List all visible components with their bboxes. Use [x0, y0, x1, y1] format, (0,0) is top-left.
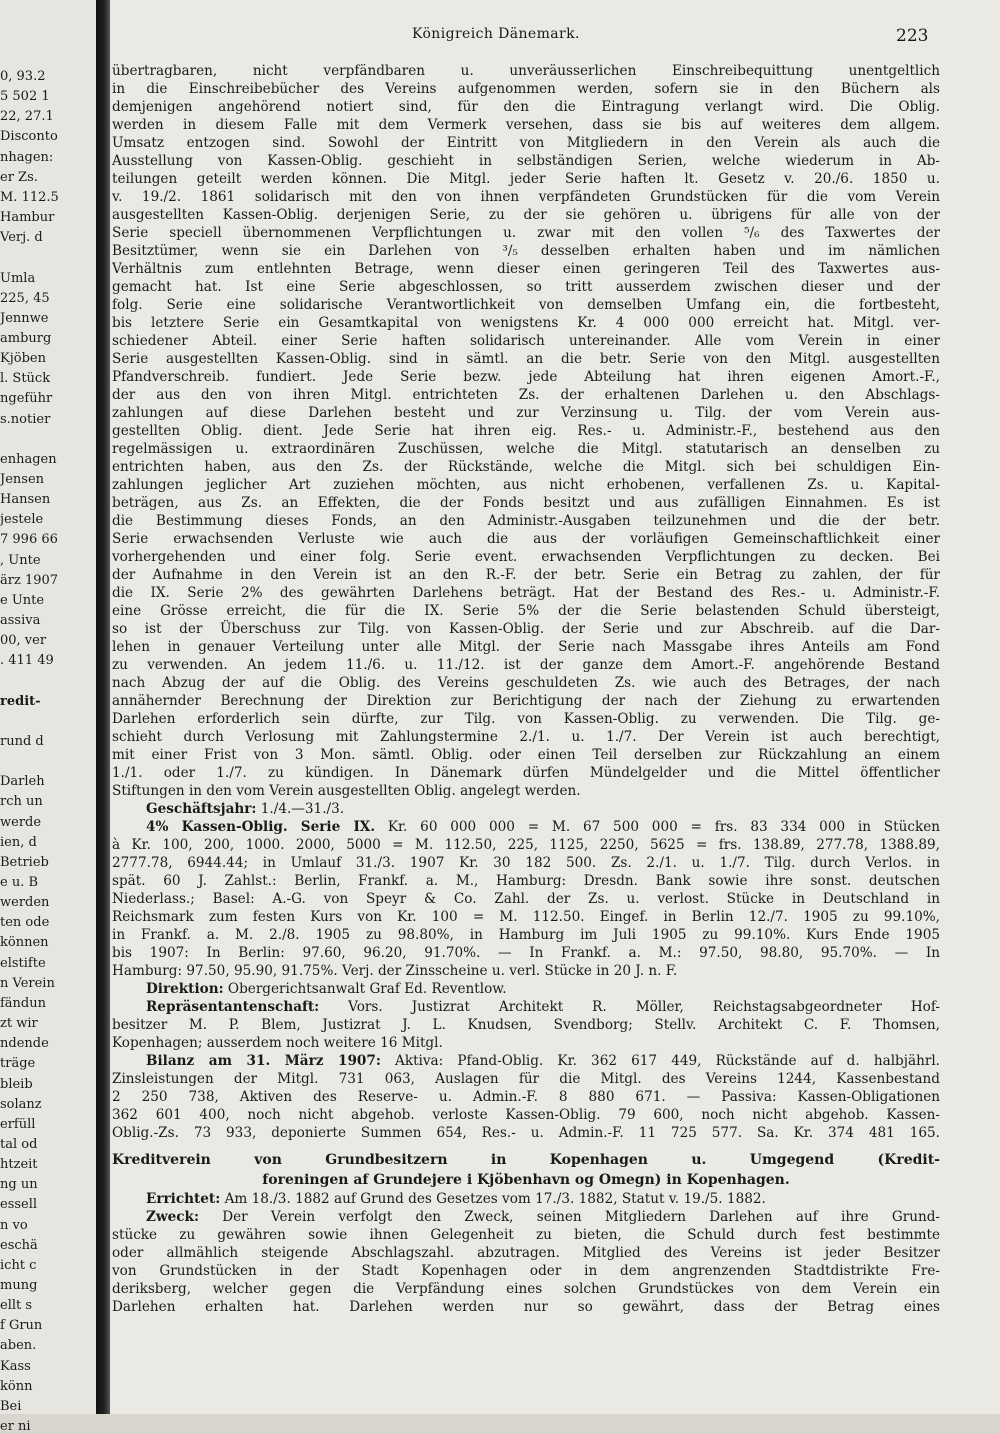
direktion-text: Obergerichtsanwalt Graf Ed. Reventlow. — [227, 981, 507, 997]
paragraph-statutes — [112, 62, 940, 800]
body-text — [112, 62, 940, 1316]
text-line: der Aufnahme in den Verein ist an den R.-F. der betr. Serie ein Betrag zu zahlen, der für — [112, 567, 940, 583]
margin-fragment: rch un — [0, 794, 43, 810]
text-line: Pfandverschreib. fundiert. Jede Serie bezw. jede Abteilung hat ihren eigenen Amort.-F., — [112, 369, 940, 385]
repraesentantenschaft-first-line — [112, 998, 940, 1016]
margin-fragment: mung — [0, 1278, 38, 1293]
margin-fragment: Hansen — [0, 492, 51, 508]
margin-fragment: ten ode — [0, 915, 50, 931]
margin-fragment: eschä — [0, 1237, 38, 1253]
margin-fragment: e u. B — [0, 875, 39, 890]
margin-fragment: ärz 1907 — [0, 572, 59, 588]
margin-fragment: n Verein — [0, 975, 55, 991]
margin-fragment: assiva — [0, 613, 41, 629]
margin-fragment: ngeführ — [0, 391, 53, 407]
text-line: Verhältnis zum entlehnten Betrage, wenn dieser einen geringeren Teil des Taxwertes aus- — [112, 261, 940, 277]
text-line: Darlehen erforderlich sein dürfte, zur Tilg. von Kassen-Oblig. zu verwenden. Die Tilg. ge- — [112, 711, 940, 727]
text-line: bis letztere Serie ein Gesamtkapital von wenigstens Kr. 4 000 000 erreicht hat. Mitgl. ver- — [112, 315, 940, 331]
kassen-oblig-details — [112, 836, 940, 980]
text-line: folg. Serie eine solidarische Verantwortlichkeit von demselben Umfang ein, die fortbesteht, — [112, 297, 940, 313]
text-line: Niederlass.; Basel: A.-G. von Speyr & Co. Zahl. der Zs. u. verlost. Stücke in Deutschland in — [112, 891, 940, 907]
margin-fragment: ndende — [0, 1036, 49, 1052]
repraesentantenschaft-details — [112, 1016, 940, 1052]
text-line: nach Abzug der auf die Oblig. des Vereins geschuldeten Zs. wie auch des Betrages, der nach — [112, 675, 940, 691]
text-line: deriksberg, welcher gegen die Verpfändung eines solchen Grundstückes von dem Verein ein — [112, 1281, 940, 1297]
margin-fragment: 5 502 1 — [0, 89, 50, 105]
kassen-oblig-first-line — [112, 818, 940, 836]
margin-fragment: n vo — [0, 1217, 28, 1233]
margin-fragment: essell — [0, 1197, 38, 1213]
text-line: mit einer Frist von 3 Mon. sämtl. Oblig. oder einen Teil derselben zur Rückzahlung an einem — [112, 747, 940, 763]
text-line: lehen in genauer Verteilung unter alle Mitgl. der Serie nach Massgabe ihres Anteils am Fond — [112, 639, 940, 655]
margin-fragment: elstifte — [0, 955, 46, 971]
margin-fragment: Verj. d — [0, 230, 43, 246]
text-line: von Grundstücken in der Stadt Kopenhagen oder in dem angrenzenden Stadtdistrikte Fre- — [112, 1263, 940, 1279]
margin-fragment: bleib — [0, 1076, 33, 1092]
margin-fragment: ng un — [0, 1177, 38, 1193]
margin-fragment: träge — [0, 1056, 36, 1072]
margin-fragment: ellt s — [0, 1298, 33, 1314]
running-title: Königreich Dänemark. — [412, 26, 580, 42]
geschaeftsjahr-text: 1./4.—31./3. — [260, 801, 345, 817]
margin-fragment: jestele — [0, 512, 44, 528]
page-number: 223 — [896, 26, 929, 46]
margin-fragment: amburg — [0, 330, 52, 346]
bilanz-first-text: Aktiva: Pfand-Oblig. Kr. 362 617 449, Rückstände auf d. halbjährl. — [395, 1053, 940, 1069]
margin-fragment: htzeit — [0, 1157, 38, 1173]
text-line: der aus den von ihren Mitgl. entrichteten Zs. der erhaltenen Darlehen u. den Abschlags- — [112, 387, 940, 403]
margin-fragment: könn — [0, 1378, 33, 1394]
text-line: 2 250 738, Aktiven des Reserve- u. Admin.-F. 8 880 671. — Passiva: Kassen-Obligationen — [112, 1089, 940, 1105]
text-line: zahlungen auf diese Darlehen besteht und zur Verzinsung u. Tilg. der vom Verein aus- — [112, 405, 940, 421]
margin-fragment: enhagen — [0, 451, 57, 467]
margin-fragment: werde — [0, 814, 42, 830]
text-line: Zinsleistungen der Mitgl. 731 063, Auslagen für die Mitgl. des Vereins 1244, Kassenbestand — [112, 1071, 940, 1087]
margin-fragment: 7 996 66 — [0, 532, 58, 548]
margin-fragment: rund d — [0, 733, 44, 749]
bilanz-details — [112, 1070, 940, 1142]
repraesentantenschaft-label: Repräsentantenschaft: — [146, 999, 320, 1015]
repraesentantenschaft-first-text: Vors. Justizrat Architekt R. Möller, Reichstagsabgeordneter Hof- — [348, 999, 940, 1015]
margin-fragment: Hambur — [0, 210, 55, 226]
margin-fragment: 22, 27.1 — [0, 109, 54, 125]
text-line: regelmässigen u. extraordinären Zuschüssen, welche die Mitgl. statutarisch an denselben zu — [112, 441, 940, 457]
text-line: Serie ausgestellten Kassen-Oblig. sind in sämtl. an die betr. Serie von den Mitgl. ausgestellten — [112, 351, 940, 367]
text-line: in Frankf. a. M. 2./8. 1905 zu 98.80%, in Hamburg im Juli 1905 zu 99.10%. Kurs Ende 1905 — [112, 927, 940, 943]
text-line: übertragbaren, nicht verpfändbaren u. unveräusserlichen Einschreibequittung unentgeltlich — [112, 63, 940, 79]
direktion-line — [112, 980, 940, 998]
text-line: 362 601 400, noch nicht abgehob. verloste Kassen-Oblig. 79 600, noch nicht abgehob. Kassen- — [112, 1107, 940, 1123]
margin-fragment: e Unte — [0, 592, 45, 608]
margin-fragment: nhagen: — [0, 149, 54, 165]
margin-fragment: Kjöben — [0, 351, 46, 367]
margin-fragment: Kass — [0, 1358, 31, 1374]
text-line: die IX. Serie 2% des gewährten Darlehens beträgt. Hat der Bestand des Res.- u. Administr.-F. — [112, 585, 940, 601]
text-line: v. 19./2. 1861 solidarisch mit den von ihnen verpfändeten Grundstücken für die vom Verein — [112, 189, 940, 205]
margin-fragment: s.notier — [0, 411, 51, 427]
text-line: Serie erwachsenden Verluste wie auch die aus der vorläufigen Gemeinschaftlichkeit einer — [112, 531, 940, 547]
text-line: Oblig.-Zs. 73 933, deponierte Summen 654, Res.- u. Admin.-F. 11 725 577. Sa. Kr. 374 481 165. — [112, 1125, 940, 1141]
text-line: die Bestimmung dieses Fonds, an den Administr.-Ausgaben teilzunehmen und die der betr. — [112, 513, 940, 529]
text-line: beträgen, aus Zs. an Effekten, die der Fonds besitzt und aus zufälligen Einnahmen. Es ist — [112, 495, 940, 511]
margin-fragment: tal od — [0, 1136, 38, 1152]
text-line: Kopenhagen; ausserdem noch weitere 16 Mitgl. — [112, 1035, 443, 1051]
margin-fragment: Darleh — [0, 774, 45, 790]
text-line: stücke zu gewähren sowie ihnen Gelegenheit zu bieten, die Schuld durch fest bestimmte — [112, 1227, 940, 1243]
text-line: Reichsmark zum festen Kurs von Kr. 100 = M. 112.50. Eingef. in Berlin 12./7. 1905 zu 99.10%, — [112, 909, 940, 925]
margin-fragment: Umla — [0, 270, 36, 286]
facing-page-margin — [0, 0, 96, 1434]
text-line: 1./1. oder 1./7. zu kündigen. In Dänemark dürfen Mündelgelder und die Mittel öffentlicher — [112, 765, 940, 781]
text-line: gestellten Oblig. dient. Jede Serie hat ihren eig. Res.- u. Administr.-F., bestehend aus den — [112, 423, 940, 439]
text-line: spät. 60 J. Zahlst.: Berlin, Frankf. a. M., Hamburg: Dresdn. Bank sowie ihre sonst. deutschen — [112, 873, 940, 889]
geschaeftsjahr-line — [112, 800, 940, 818]
margin-fragment: Disconto — [0, 129, 58, 145]
text-line: à Kr. 100, 200, 1000. 2000, 5000 = M. 112.50, 225, 1125, 2250, 5625 = frs. 138.89, 277.78, 1388.89, — [112, 837, 940, 853]
text-line: teilungen geteilt werden können. Die Mitgl. jeder Serie haften lt. Gesetz v. 20./6. 1850 u. — [112, 171, 940, 187]
text-line: Darlehen erhalten hat. Darlehen werden nur so gewährt, dass der Betrag eines — [112, 1299, 940, 1315]
text-line: ausgestellten Kassen-Oblig. derjenigen Serie, zu der sie gehören u. übrigens für alle von der — [112, 207, 940, 223]
margin-fragment: aben. — [0, 1338, 37, 1354]
margin-fragment: Betrieb — [0, 854, 49, 870]
text-line: Umsatz entzogen sind. Sowohl der Eintritt von Mitgliedern in den Verein als auch die — [112, 135, 940, 151]
kassen-oblig-label: 4% Kassen-Oblig. Serie IX. — [146, 819, 376, 835]
kassen-oblig-first-text: Kr. 60 000 000 = M. 67 500 000 = frs. 83 334 000 in Stücken — [387, 819, 940, 835]
margin-fragment: 0, 93.2 — [0, 69, 46, 84]
margin-fragment: Jensen — [0, 472, 45, 487]
text-line: zahlungen jeglicher Art zuziehen möchten, aus nicht erhobenen, verfallenen Zs. u. Kapital- — [112, 477, 940, 493]
direktion-label: Direktion: — [146, 981, 224, 997]
text-line: annähernder Berechnung der Direktion zur Berichtigung der nach der Ziehung zu erwartenden — [112, 693, 940, 709]
text-line: werden in diesem Falle mit dem Vermerk versehen, dass sie bis auf weiteres dem allgem. — [112, 117, 940, 133]
margin-fragment: M. 112.5 — [0, 189, 59, 205]
margin-fragment: fändun — [0, 995, 47, 1011]
text-line: Stiftungen in den vom Verein ausgestellten Oblig. angelegt werden. — [112, 783, 581, 799]
margin-fragment: icht c — [0, 1257, 37, 1273]
zweck-first-text: Der Verein verfolgt den Zweck, seinen Mitgliedern Darlehen auf ihre Grund- — [222, 1209, 940, 1225]
text-line: bis 1907: In Berlin: 97.60, 96.20, 91.70%. — In Frankf. a. M.: 97.50, 98.80, 95.70%. — In — [112, 945, 940, 961]
text-line: zu verwenden. An jedem 11./6. u. 11./12. ist der ganze dem Amort.-F. angehörende Bestand — [112, 657, 940, 673]
margin-fragment: können — [0, 935, 49, 951]
text-line: schieht durch Verlosung mit Zahlungstermine 2./1. u. 1./7. Der Verein ist auch berechtigt, — [112, 729, 940, 745]
text-line: oder allmählich steigende Abschlagszahl. abzutragen. Mitglied des Vereins ist jeder Besitzer — [112, 1245, 940, 1261]
margin-fragment: zt wir — [0, 1016, 38, 1032]
margin-fragment: . 411 49 — [0, 653, 54, 669]
text-line: entrichten haben, aus den Zs. der Rückstände, welche die Mitgl. sich bei schuldigen Ein- — [112, 459, 940, 475]
margin-fragment: werden — [0, 895, 50, 911]
zweck-label: Zweck: — [146, 1209, 199, 1225]
text-line: vorhergehenden und einer folg. Serie event. erwachsenden Verpflichtungen zu decken. Bei — [112, 549, 940, 565]
margin-fragment: Bei — [0, 1398, 22, 1414]
text-line: Besitztümer, wenn sie ein Darlehen von ³/₅ desselben erhalten haben und im nämlichen — [112, 243, 940, 259]
zweck-first-line — [112, 1208, 940, 1226]
geschaeftsjahr-label: Geschäftsjahr: — [146, 801, 257, 817]
margin-fragment: l. Stück — [0, 371, 51, 387]
bilanz-label: Bilanz am 31. März 1907: — [146, 1053, 381, 1069]
margin-fragment: 225, 45 — [0, 290, 50, 306]
text-line: Serie speciell übernommenen Verpflichtungen u. zwar mit den vollen ⁵/₆ des Taxwertes der — [112, 225, 940, 241]
margin-fragment: solanz — [0, 1096, 42, 1112]
errichtet-label: Errichtet: — [146, 1191, 221, 1207]
text-line: Ausstellung von Kassen-Oblig. geschieht in selbständigen Serien, welche wiederum in Ab- — [112, 153, 940, 169]
page-content — [112, 0, 940, 1414]
margin-fragment: er Zs. — [0, 169, 38, 185]
text-line: in die Einschreibebücher des Vereins aufgenommen werden, sofern sie in den Büchern als — [112, 81, 940, 97]
text-line: besitzer M. P. Blem, Justizrat J. L. Knudsen, Svendborg; Stellv. Architekt C. F. Thomsen, — [112, 1017, 940, 1033]
book-gutter — [96, 0, 110, 1414]
zweck-details — [112, 1226, 940, 1316]
section-heading-line-2: foreningen af Grundejere i Kjöbenhavn og Omegn) in Kopenhagen. — [262, 1172, 790, 1188]
section-heading-line-1: Kreditverein von Grundbesitzern in Kopenhagen u. Umgegend (Kredit- — [112, 1152, 940, 1168]
margin-fragment: 00, ver — [0, 633, 47, 649]
margin-fragment: erfüll — [0, 1116, 36, 1132]
errichtet-line — [112, 1190, 940, 1208]
text-line: 2777.78, 6944.44; in Umlauf 31./3. 1907 Kr. 30 182 500. Zs. 2./1. u. 1./7. Tilg. durch Verlos. in — [112, 855, 940, 871]
text-line: gemacht hat. Ist eine Serie abgeschlossen, so tritt ausserdem zwischen dieser und der — [112, 279, 940, 295]
text-line: demjenigen angehörend notiert sind, für den die Eintragung verlangt wird. Die Oblig. — [112, 99, 940, 115]
margin-fragment: redit- — [0, 693, 41, 709]
text-line: schiedener Abteil. einer Serie haften solidarisch untereinander. Alle vom Verein in einer — [112, 333, 940, 349]
text-line: eine Grösse erreicht, die für die IX. Serie 5% der die Serie belastenden Schuld übersteigt, — [112, 603, 940, 619]
margin-fragment: , Unte — [0, 552, 41, 568]
text-line: so ist der Überschuss zur Tilg. von Kassen-Oblig. der Serie und zur Abschreib. auf die Dar- — [112, 621, 940, 637]
margin-fragment: er ni — [0, 1419, 31, 1434]
margin-fragment: Jennwe — [0, 310, 49, 326]
margin-fragment: ien, d — [0, 834, 37, 850]
bilanz-first-line — [112, 1052, 940, 1070]
errichtet-text: Am 18./3. 1882 auf Grund des Gesetzes vom 17./3. 1882, Statut v. 19./5. 1882. — [224, 1191, 766, 1207]
text-line: Hamburg: 97.50, 95.90, 91.75%. Verj. der Zinsscheine u. verl. Stücke in 20 J. n. F. — [112, 963, 678, 979]
margin-fragment: f Grun — [0, 1318, 43, 1334]
